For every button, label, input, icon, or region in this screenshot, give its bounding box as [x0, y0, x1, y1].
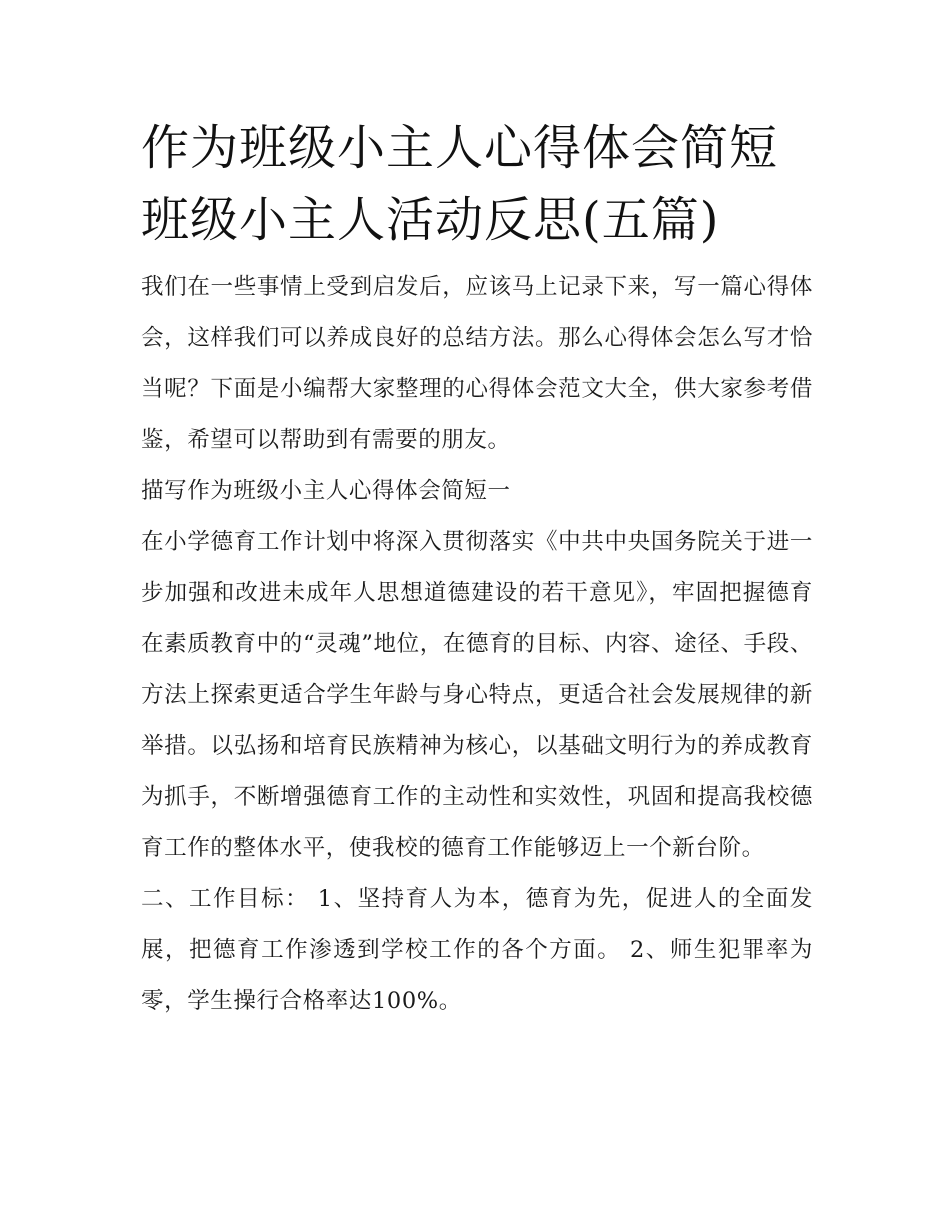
- title-line-1: 作为班级小主人心得体会简短: [141, 120, 779, 176]
- intro-paragraph: 我们在一些事情上受到启发后，应该马上记录下来，写一篇心得体会，这样我们可以养成良好的总结方法。那么心得体会怎么写才恰当呢？下面是小编帮大家整理的心得体会范文大全，供大家参考借鉴，希望可以帮助到有需要的朋友。: [141, 274, 813, 453]
- document-body: [141, 262, 813, 1027]
- body-paragraph: 在小学德育工作计划中将深入贯彻落实《中共中央国务院关于进一步加强和改进未成年人思想道德建设的若干意见》，牢固把握德育在素质教育中的“灵魂”地位，在德育的目标、内容、途径、手段、方法上探索更适合学生年龄与身心特点，更适合社会发展规律的新举措。以弘扬和培育民族精神为核心，以基础文明行为的养成教育为抓手，不断增强德育工作的主动性和实效性，巩固和提高我校德育工作的整体水平，使我校的德育工作能够迈上一个新台阶。: [141, 529, 813, 861]
- goals-paragraph: 二、工作目标： 1、坚持育人为本，德育为先，促进人的全面发展，把德育工作渗透到学校工作的各个方面。 2、师生犯罪率为零，学生操行合格率达100%。: [141, 886, 813, 1014]
- document-title: [141, 112, 813, 256]
- document-page: [141, 112, 813, 1027]
- section-heading: 描写作为班级小主人心得体会简短一: [141, 478, 511, 504]
- title-line-2: 班级小主人活动反思(五篇): [141, 192, 720, 248]
